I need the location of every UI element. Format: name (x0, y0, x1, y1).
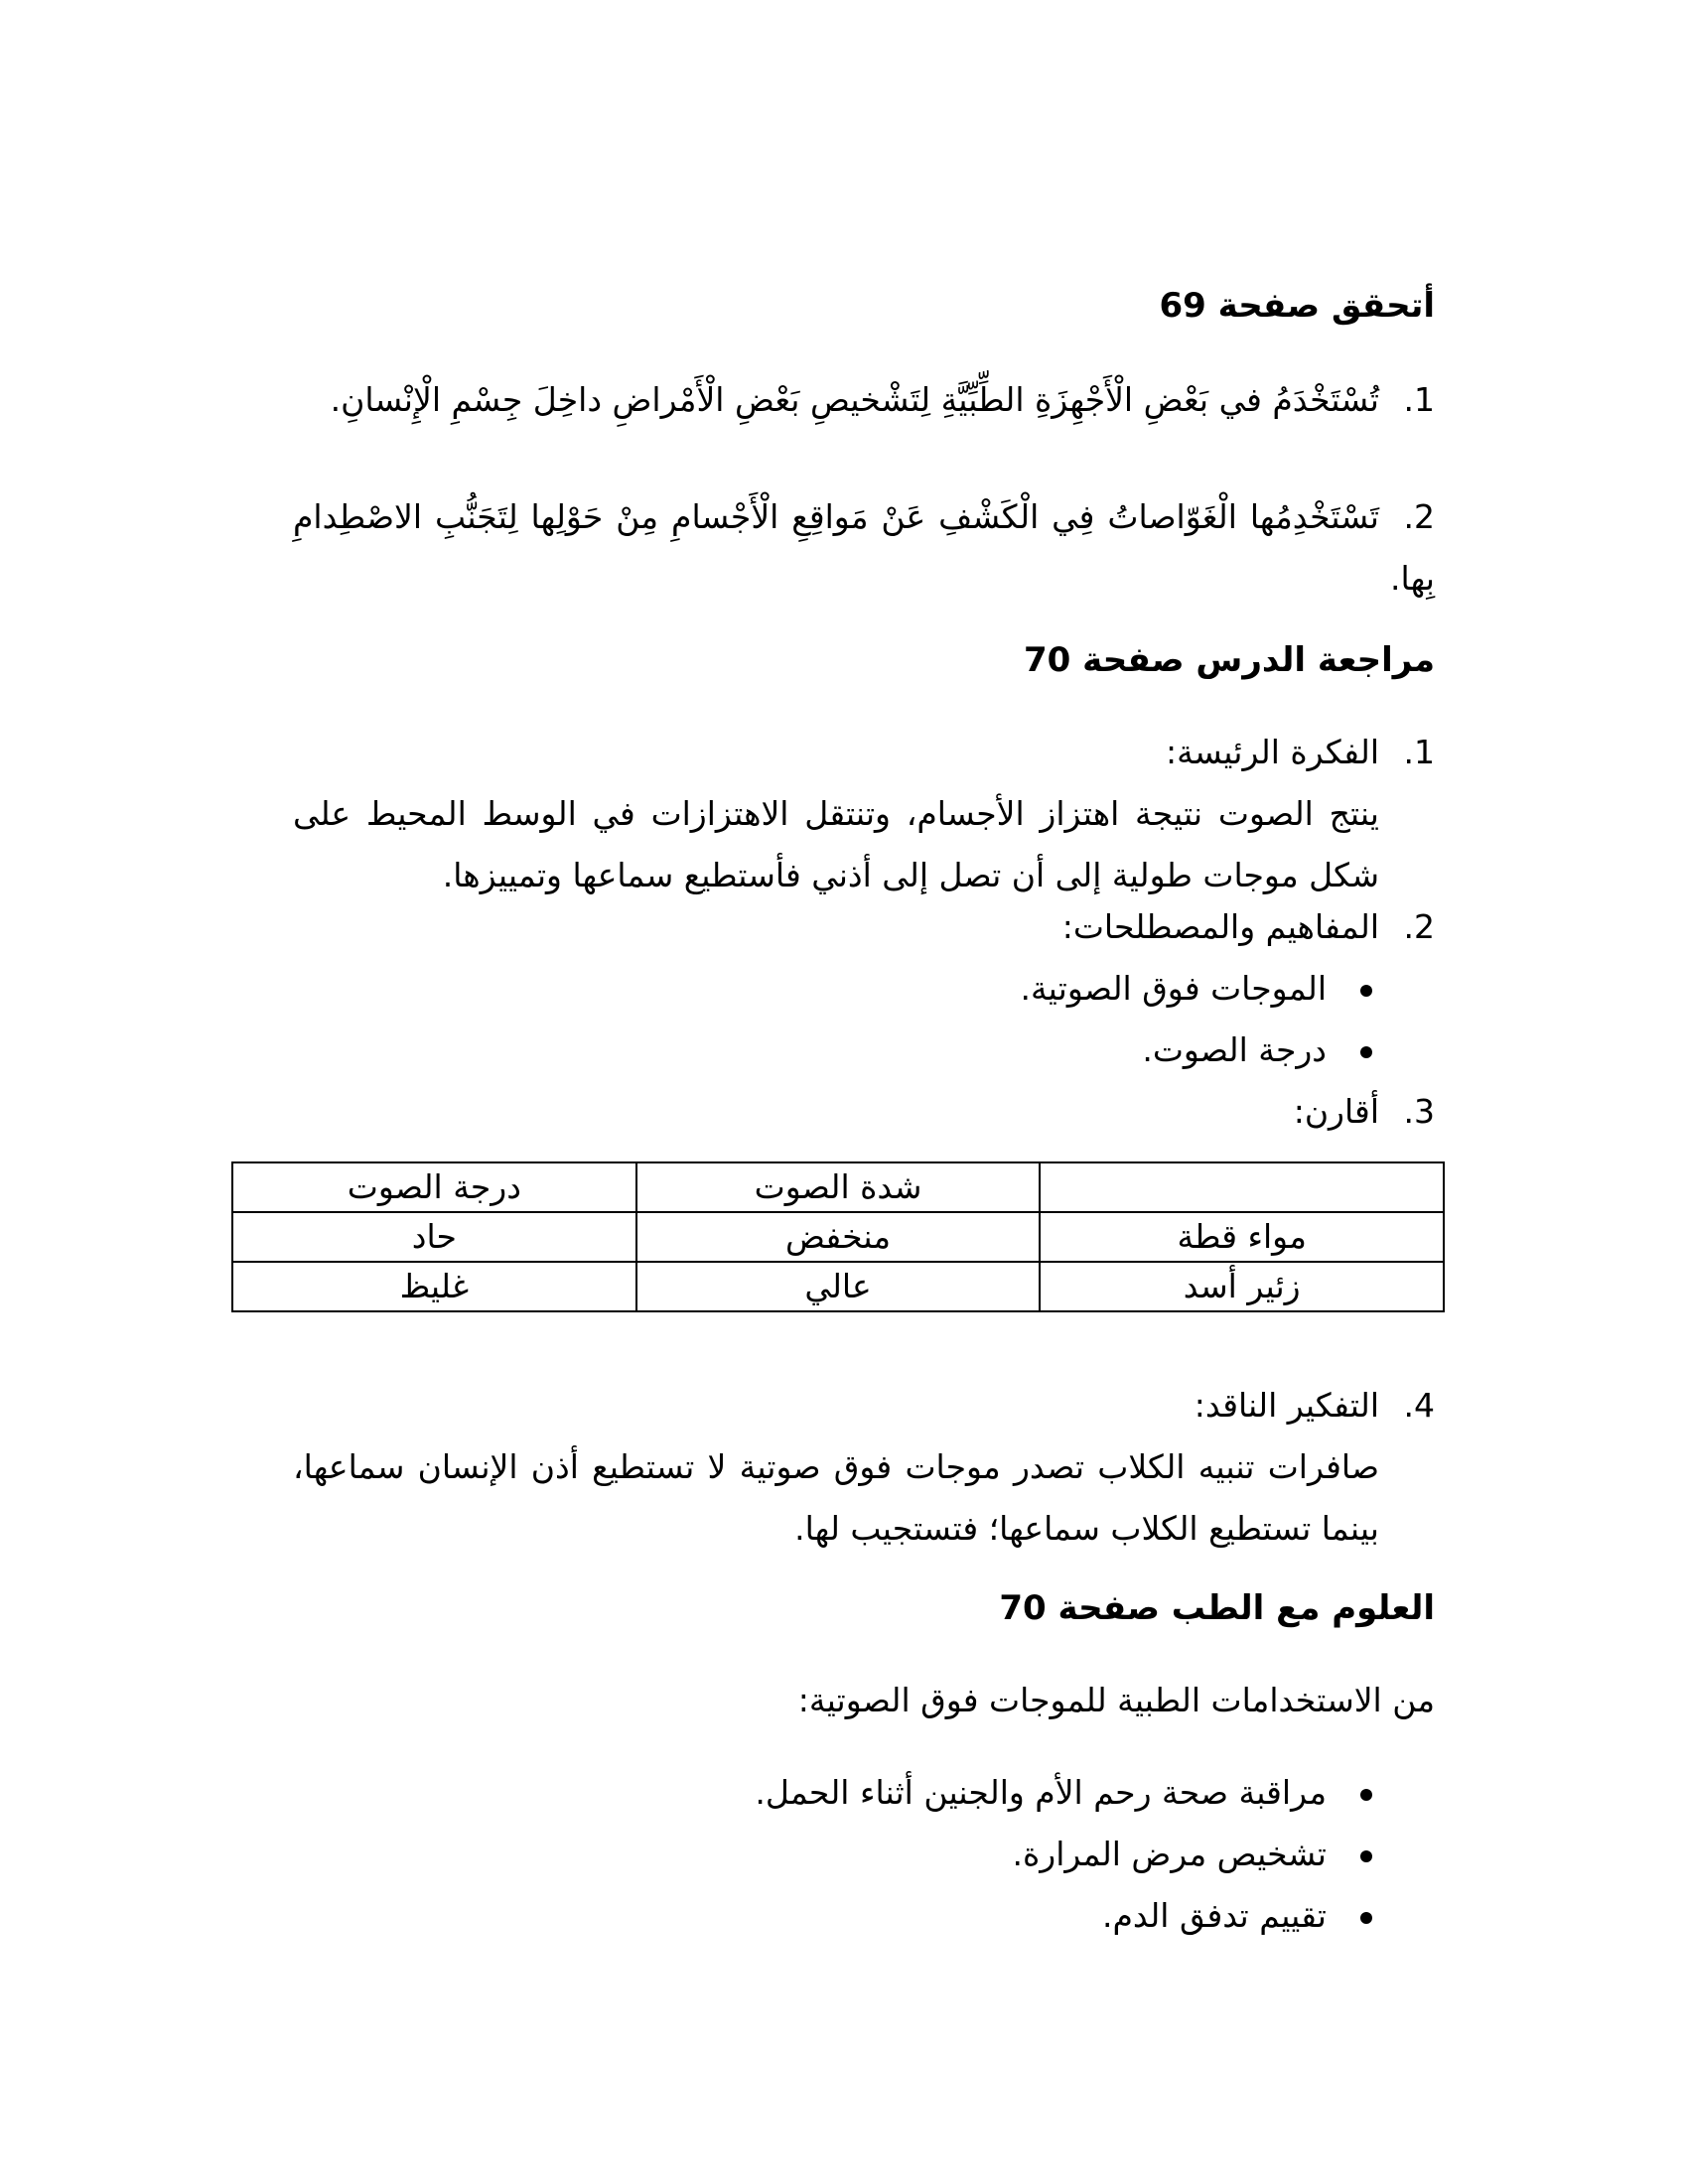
comparison-table (231, 1161, 1445, 1312)
table-cell: غليظ (232, 1262, 636, 1311)
bullet-text: تشخيص مرض المرارة. (1012, 1835, 1327, 1873)
item-text: تُسْتَخْدَمُ في بَعْضِ الْأَجْهِزَةِ الطِّبِّيَّةِ لِتَشْخيصِ بَعْضِ الْأَمْراضِ داخِلَ جِسْمِ الْإِنْسانِ. (330, 380, 1379, 419)
bullet-item (1142, 1020, 1372, 1081)
table-row (232, 1262, 1444, 1311)
bullet-item (1021, 958, 1373, 1020)
item-number: 2. (1403, 907, 1435, 946)
table-header-cell: شدة الصوت (636, 1162, 1041, 1212)
list-item (293, 369, 1435, 431)
table-cell: مواء قطة (1040, 1212, 1444, 1262)
bullet-item (1102, 1885, 1372, 1947)
table-header-row (232, 1162, 1444, 1212)
answer-critical-thinking: صافرات تنبيه الكلاب تصدر موجات فوق صوتية لا تستطيع أذن الإنسان سماعها، بينما تستطيع الكلاب سماعها؛ فتستجيب لها. (293, 1447, 1379, 1548)
question-label: الفكرة الرئيسة: (1166, 733, 1379, 771)
item-text: تَسْتَخْدِمُها الْغَوّاصاتُ فِي الْكَشْفِ عَنْ مَواقِعِ الْأَجْسامِ مِنْ حَوْلِها لِتَجَنُّبِ الاصْطِدامِ بِها. (293, 497, 1435, 598)
bullet-text: مراقبة صحة رحم الأم والجنين أثناء الحمل. (755, 1773, 1327, 1812)
question-concepts (293, 896, 1435, 958)
bullet-dot-icon (1360, 1912, 1372, 1924)
bullet-item (755, 1762, 1372, 1824)
bullet-dot-icon (1360, 985, 1372, 997)
table-cell: عالي (636, 1262, 1041, 1311)
table-cell: منخفض (636, 1212, 1041, 1262)
intro-text: من الاستخدامات الطبية للموجات فوق الصوتية: (797, 1681, 1435, 1719)
item-number: 4. (1403, 1386, 1435, 1425)
bullet-dot-icon (1360, 1789, 1372, 1801)
bullet-text: تقييم تدفق الدم. (1101, 1896, 1327, 1935)
bullet-dot-icon (1360, 1046, 1372, 1058)
item-number: 3. (1403, 1092, 1435, 1131)
item-number: 1. (1403, 380, 1435, 419)
bullet-item (1013, 1824, 1372, 1885)
section-heading-review: مراجعة الدرس صفحة 70 (1023, 640, 1435, 680)
table-row (232, 1212, 1444, 1262)
table-header-cell: درجة الصوت (232, 1162, 636, 1212)
bullet-dot-icon (1360, 1850, 1372, 1862)
question-label: المفاهيم والمصطلحات: (1061, 907, 1379, 946)
table-header-cell (1040, 1162, 1444, 1212)
section-heading-check: أتحقق صفحة 69 (1159, 286, 1435, 326)
bullet-text: الموجات فوق الصوتية. (1020, 969, 1327, 1008)
table-cell: حاد (232, 1212, 636, 1262)
question-label: التفكير الناقد: (1194, 1386, 1379, 1425)
question-main-idea (293, 722, 1435, 783)
list-item (293, 486, 1435, 610)
question-compare (293, 1081, 1435, 1143)
table-cell: زئير أسد (1040, 1262, 1444, 1311)
answer-main-idea: ينتج الصوت نتيجة اهتزاز الأجسام، وتنتقل الاهتزازات في الوسط المحيط على شكل موجات طولية إلى أن تصل إلى أذني فأستطيع سماعها وتمييزها. (293, 794, 1379, 894)
question-critical-thinking (293, 1375, 1435, 1436)
item-number: 1. (1403, 733, 1435, 771)
section-heading-medicine: العلوم مع الطب صفحة 70 (999, 1588, 1435, 1628)
question-label: أقارن: (1293, 1092, 1379, 1131)
bullet-text: درجة الصوت. (1142, 1030, 1327, 1069)
item-number: 2. (1403, 497, 1435, 536)
